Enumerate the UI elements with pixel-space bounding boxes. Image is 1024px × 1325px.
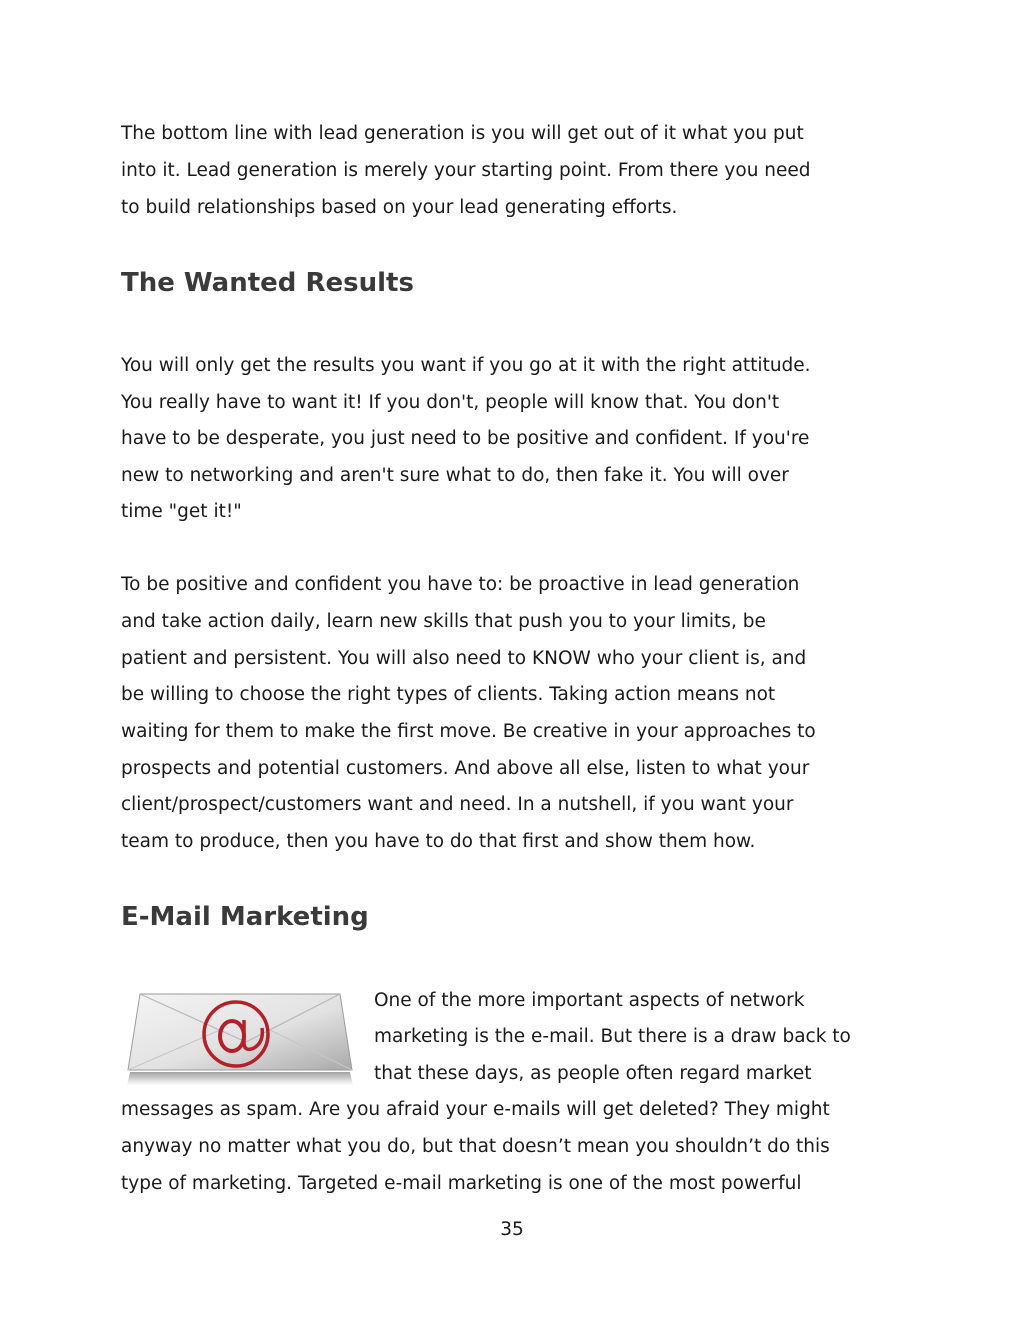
intro-line-2: into it. Lead generation is merely your starting point. From there you need: [121, 160, 811, 181]
wanted-results-p1-line-3: have to be desperate, you just need to be positive and confident. If you're: [121, 428, 810, 449]
wanted-results-p2-line-1: To be positive and confident you have to: be proactive in lead generation: [121, 574, 800, 595]
wanted-results-p2-line-2: and take action daily, learn new skills that push you to your limits, be: [121, 611, 766, 632]
email-p-line-4: messages as spam. Are you afraid your e-mails will get deleted? They might: [121, 1099, 830, 1120]
email-p-line-2: marketing is the e-mail. But there is a draw back to: [374, 1026, 851, 1047]
wanted-results-p1-line-1: You will only get the results you want if you go at it with the right attitude.: [121, 355, 811, 376]
wanted-results-p2-line-4: be willing to choose the right types of clients. Taking action means not: [121, 684, 776, 705]
section-heading-email-marketing: E-Mail Marketing: [121, 902, 369, 932]
wanted-results-p2-line-6: prospects and potential customers. And above all else, listen to what your: [121, 758, 810, 779]
wanted-results-p2-line-5: waiting for them to make the first move. Be creative in your approaches to: [121, 721, 816, 742]
email-envelope-at-icon: [124, 990, 358, 1086]
email-p-line-1: One of the more important aspects of network: [374, 990, 805, 1011]
section-heading-wanted-results: The Wanted Results: [121, 268, 414, 298]
intro-line-1: The bottom line with lead generation is you will get out of it what you put: [121, 123, 804, 144]
page-number: 35: [500, 1219, 524, 1240]
wanted-results-p2-line-8: team to produce, then you have to do that first and show them how.: [121, 831, 756, 852]
wanted-results-p1-line-2: You really have to want it! If you don't, people will know that. You don't: [121, 392, 780, 413]
wanted-results-p2-line-3: patient and persistent. You will also need to KNOW who your client is, and: [121, 648, 807, 669]
email-p-line-6: type of marketing. Targeted e-mail marketing is one of the most powerful: [121, 1173, 802, 1194]
email-p-line-3: that these days, as people often regard market: [374, 1063, 812, 1084]
wanted-results-p2-line-7: client/prospect/customers want and need. In a nutshell, if you want your: [121, 794, 794, 815]
email-p-line-5: anyway no matter what you do, but that doesn’t mean you shouldn’t do this: [121, 1136, 830, 1157]
wanted-results-p1-line-4: new to networking and aren't sure what to do, then fake it. You will over: [121, 465, 789, 486]
wanted-results-p1-line-5: time "get it!": [121, 501, 242, 522]
intro-line-3: to build relationships based on your lead generating efforts.: [121, 197, 678, 218]
